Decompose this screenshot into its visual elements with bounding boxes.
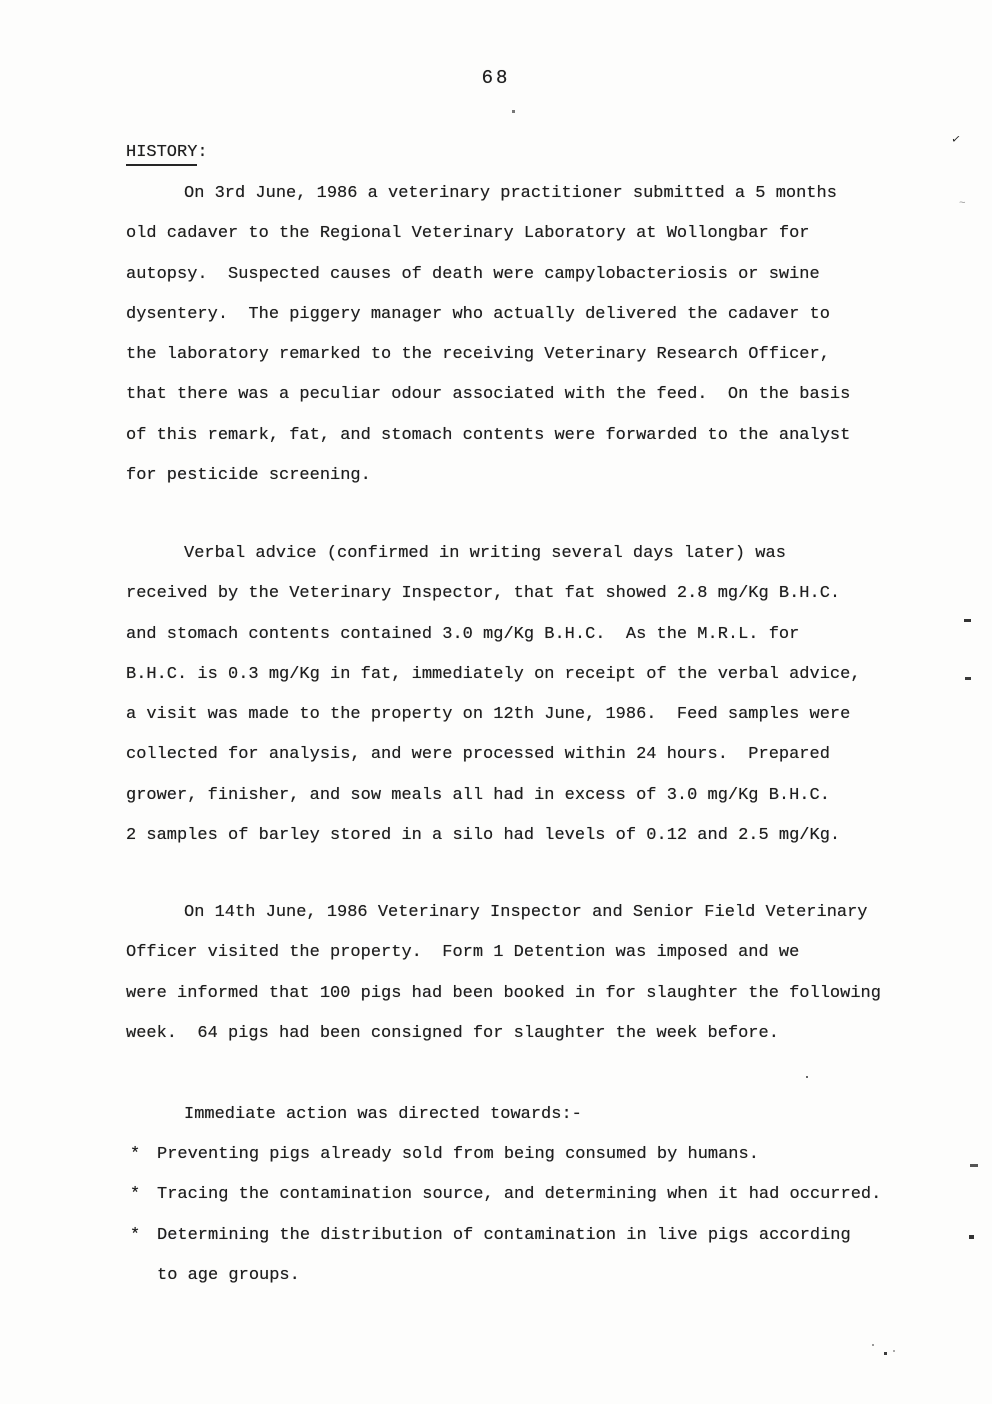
scan-speck bbox=[872, 1344, 874, 1346]
text-line: dysentery. The piggery manager who actually delivered the cadaver to bbox=[126, 304, 830, 324]
section-heading bbox=[126, 143, 208, 166]
scan-speck bbox=[893, 1350, 895, 1352]
scan-speck bbox=[970, 1164, 978, 1167]
list-item bbox=[130, 1216, 986, 1256]
text-line: On 14th June, 1986 Veterinary Inspector and Senior Field Veterinary bbox=[184, 903, 868, 922]
list-item bbox=[130, 1135, 986, 1175]
text-line: B.H.C. is 0.3 mg/Kg in fat, immediately on receipt of the verbal advice, bbox=[126, 664, 861, 684]
list-item-text: Determining the distribution of contamination in live pigs according bbox=[157, 1225, 851, 1245]
section-heading-text: HISTORY bbox=[126, 143, 197, 166]
scan-speck bbox=[965, 677, 971, 680]
text-line: autopsy. Suspected causes of death were campylobacteriosis or swine bbox=[126, 264, 820, 284]
list-item-text: Preventing pigs already sold from being consumed by humans. bbox=[157, 1145, 759, 1164]
text-line: that there was a peculiar odour associated with the feed. On the basis bbox=[126, 385, 851, 405]
scan-speck bbox=[964, 619, 971, 622]
page-number: 68 bbox=[481, 67, 511, 89]
text-line: received by the Veterinary Inspector, that fat showed 2.8 mg/Kg B.H.C. bbox=[126, 584, 841, 604]
scan-speck bbox=[512, 110, 515, 113]
list-item-text: to age groups. bbox=[157, 1265, 300, 1285]
text-line: and stomach contents contained 3.0 mg/Kg B.H.C. As the M.R.L. for bbox=[126, 624, 800, 644]
list-intro bbox=[126, 1095, 986, 1135]
text-line: grower, finisher, and sow meals all had in excess of 3.0 mg/Kg B.H.C. bbox=[126, 785, 830, 805]
paragraph-history-1 bbox=[126, 174, 986, 496]
text-line: for pesticide screening. bbox=[126, 466, 371, 486]
text-line: week. 64 pigs had been consigned for slaughter the week before. bbox=[126, 1023, 779, 1043]
text-line: of this remark, fat, and stomach contents were forwarded to the analyst bbox=[126, 425, 851, 445]
scan-smudge: ~ bbox=[959, 198, 966, 210]
asterisk-bullet-icon: * bbox=[130, 1185, 141, 1205]
asterisk-bullet-icon: * bbox=[130, 1145, 141, 1164]
scan-speck bbox=[806, 1076, 808, 1078]
text-line: were informed that 100 pigs had been booked in for slaughter the following bbox=[126, 983, 881, 1003]
action-list bbox=[130, 1135, 986, 1296]
paragraph-lab-results bbox=[126, 534, 986, 856]
text-line: Immediate action was directed towards:- bbox=[184, 1105, 582, 1124]
section-heading-colon: : bbox=[197, 143, 208, 162]
text-line: Verbal advice (confirmed in writing several days later) was bbox=[184, 544, 786, 563]
text-line: 2 samples of barley stored in a silo had levels of 0.12 and 2.5 mg/Kg. bbox=[126, 826, 841, 846]
text-line: old cadaver to the Regional Veterinary Laboratory at Wollongbar for bbox=[126, 224, 810, 244]
list-item bbox=[130, 1175, 986, 1215]
list-item-text: Tracing the contamination source, and determining when it had occurred. bbox=[157, 1185, 882, 1205]
text-line: a visit was made to the property on 12th June, 1986. Feed samples were bbox=[126, 705, 851, 725]
text-line: Officer visited the property. Form 1 Detention was imposed and we bbox=[126, 943, 800, 963]
scan-speck bbox=[969, 1235, 974, 1239]
text-line: the laboratory remarked to the receiving Veterinary Research Officer, bbox=[126, 345, 830, 365]
text-line: collected for analysis, and were processed within 24 hours. Prepared bbox=[126, 745, 830, 765]
scan-speck bbox=[884, 1352, 887, 1355]
text-line: On 3rd June, 1986 a veterinary practitioner submitted a 5 months bbox=[184, 184, 837, 203]
list-item-continuation bbox=[130, 1256, 986, 1296]
asterisk-bullet-icon: * bbox=[130, 1225, 141, 1245]
pen-tick-mark: ✓ bbox=[950, 131, 961, 148]
paragraph-property-visit bbox=[126, 893, 986, 1054]
